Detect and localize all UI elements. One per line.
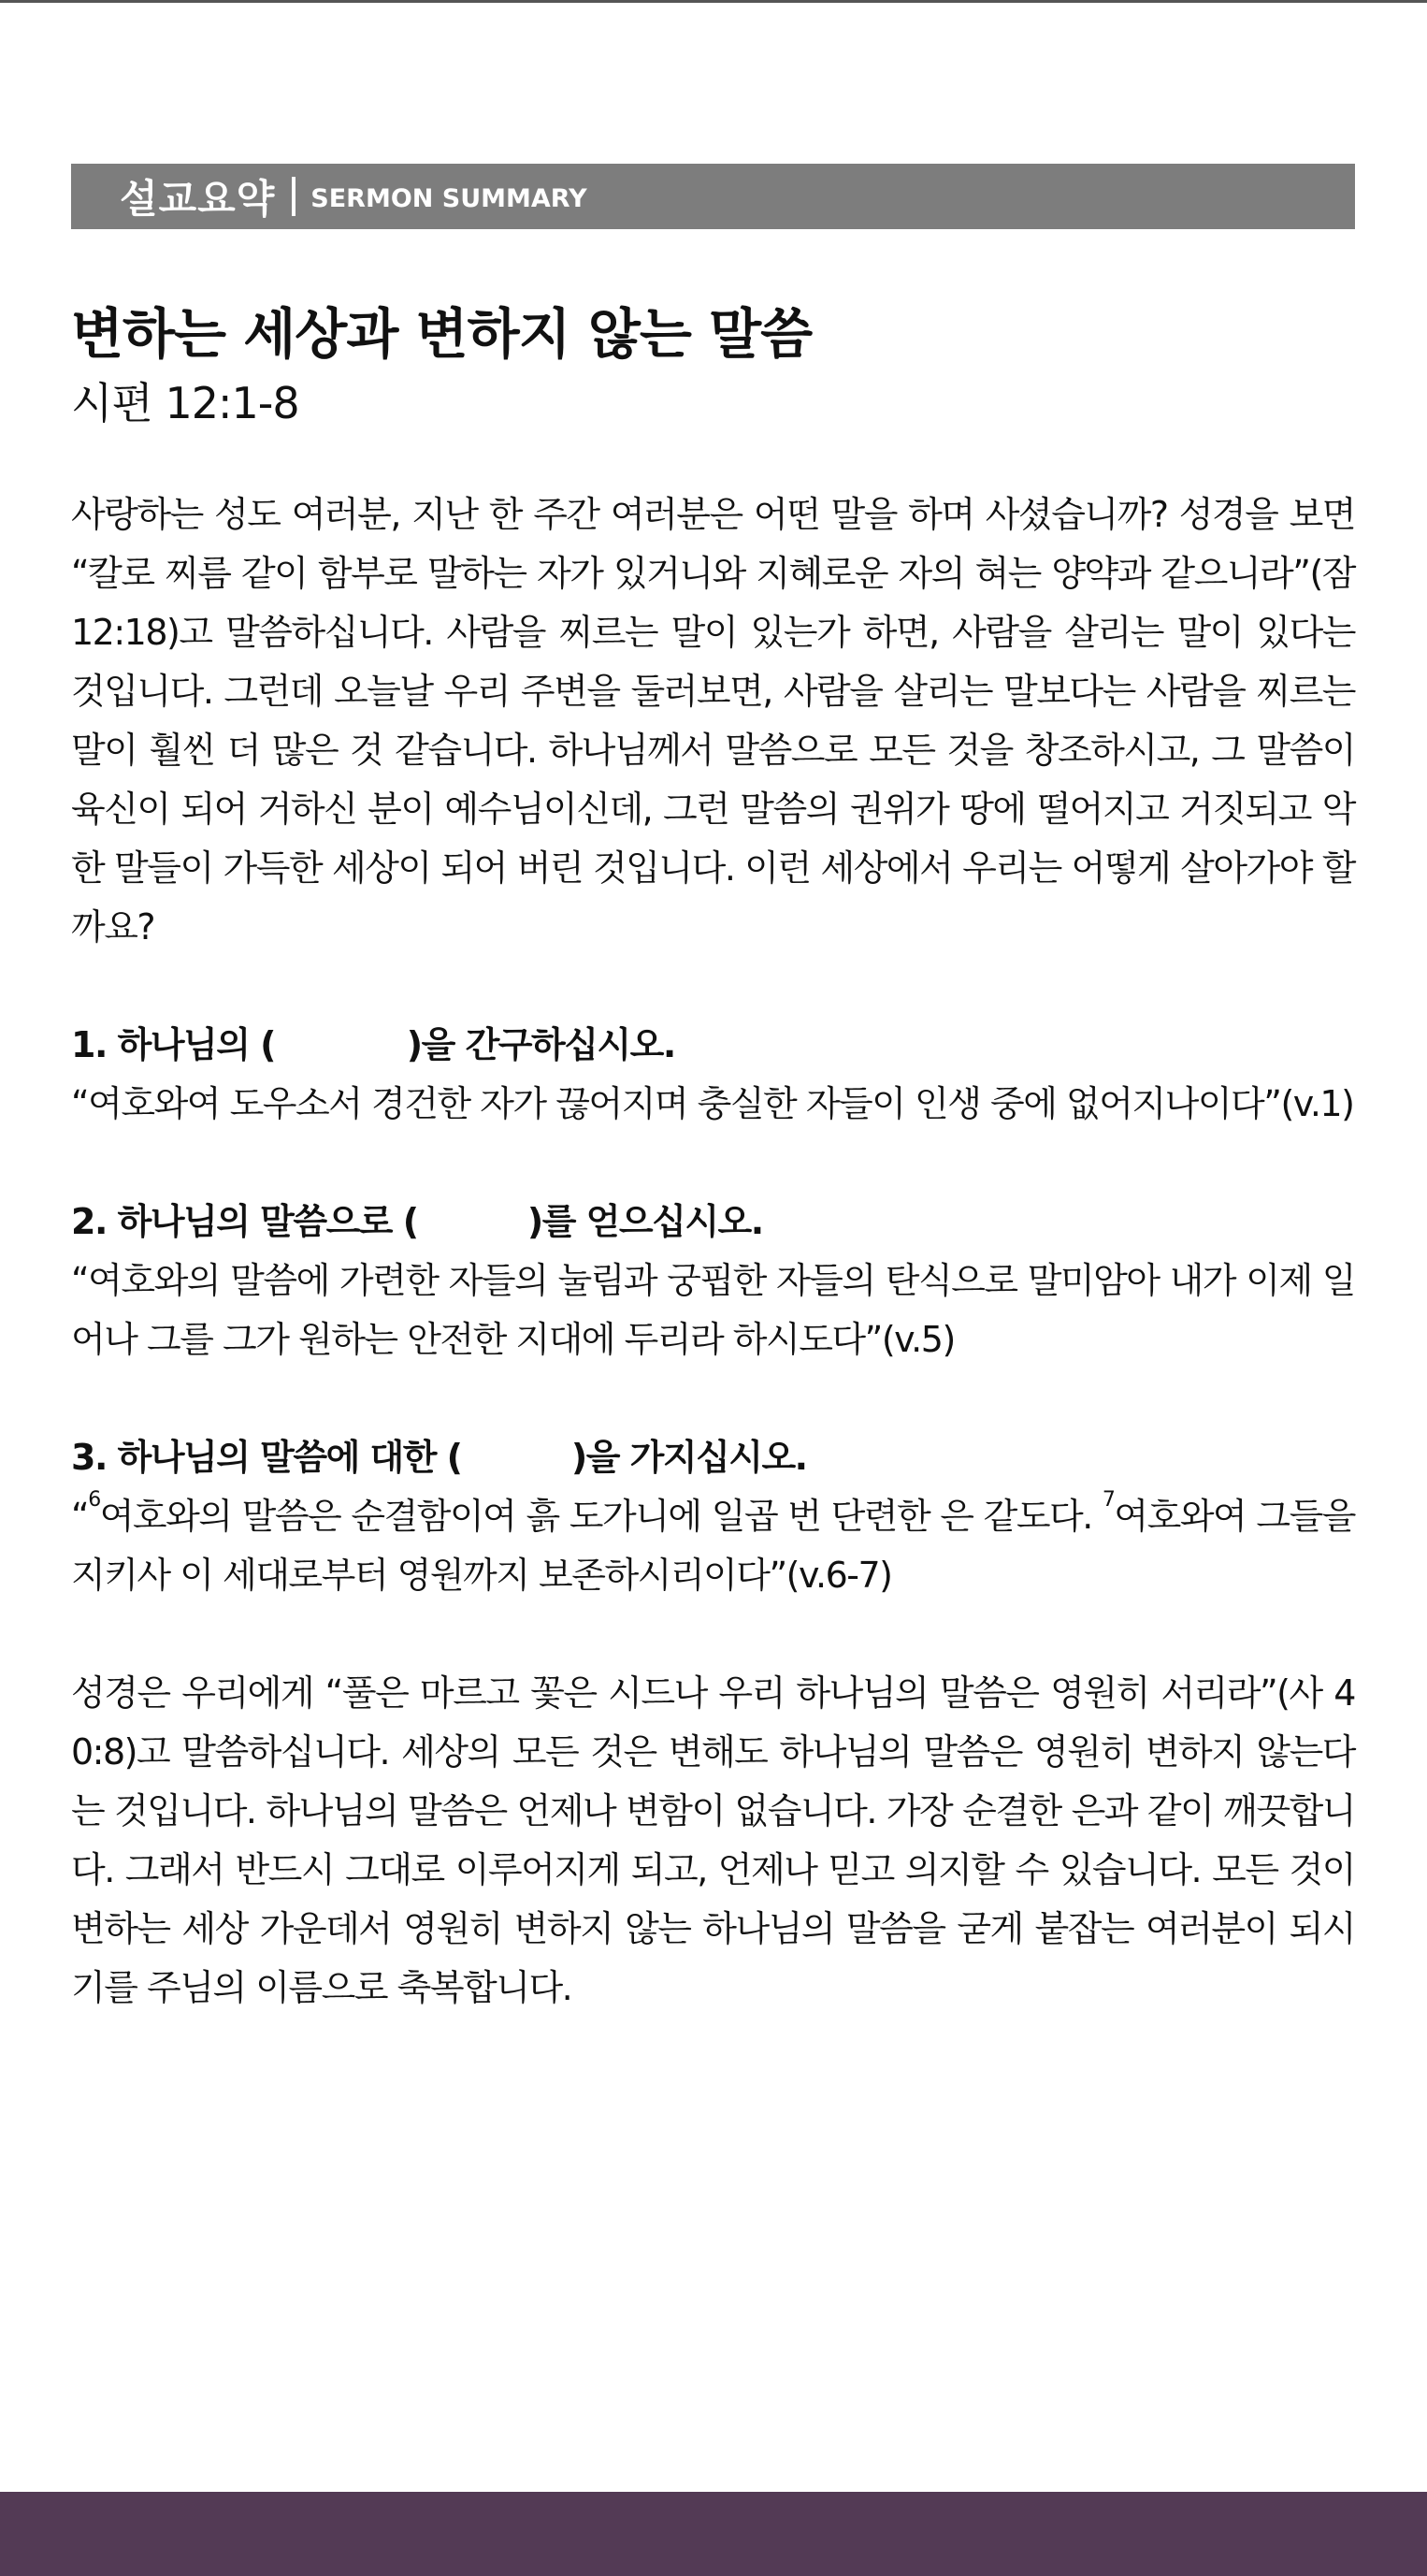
section-label-english: SERMON SUMMARY bbox=[310, 183, 587, 213]
point-3-verse bbox=[71, 1487, 1355, 1605]
verse-number-7: 7 bbox=[1102, 1488, 1115, 1512]
verse-6-text: 여호와의 말씀은 순결함이여 흙 도가니에 일곱 번 단련한 은 같도다. bbox=[99, 1496, 1103, 1537]
verse-open-quote: “ bbox=[71, 1496, 89, 1537]
point-3 bbox=[71, 1428, 1355, 1605]
point-2-verse: “여호와의 말씀에 가련한 자들의 눌림과 궁핍한 자들의 탄식으로 말미암아 내가 이제 일어나 그를 그가 원하는 안전한 지대에 두리라 하시도다”(v.5) bbox=[71, 1260, 1355, 1360]
header-divider bbox=[292, 177, 295, 216]
closing-paragraph: 성경은 우리에게 “풀은 마르고 꽃은 시드나 우리 하나님의 말씀은 영원히 서리라”(사 40:8)고 말씀하십니다. 세상의 모든 것은 변해도 하나님의 말씀은 영원히 변하지 않는다는 것입니다. 하나님의 말씀은 언제나 변함이 없습니다. 가장 순결한 은과 같이 깨끗합니다. 그래서 반드시 그대로 이루어지게 되고, 언제나 믿고 의지할 수 있습니다. 모든 것이 변하는 세상 가운데서 영원히 변하지 않는 하나님의 말씀을 굳게 붙잡는 여러분이 되시기를 주님의 이름으로 축복합니다. bbox=[71, 1672, 1355, 2008]
footer-band bbox=[0, 2492, 1427, 2576]
verse-7-text: 여호와여 그들을 지키사 이 세대로부터 영원까지 보존하시리이다”(v.6-7) bbox=[71, 1496, 1355, 1596]
scripture-reference: 시편 12:1-8 bbox=[71, 378, 299, 428]
point-2-heading: 2. 하나님의 말씀으로 ( )를 얻으십시오. bbox=[71, 1201, 763, 1242]
point-1-verse: “여호와여 도우소서 경건한 자가 끊어지며 충실한 자들이 인생 중에 없어지나이다”(v.1) bbox=[71, 1083, 1354, 1124]
point-3-heading: 3. 하나님의 말씀에 대한 ( )을 가지십시오. bbox=[71, 1437, 807, 1478]
sermon-content bbox=[71, 296, 1355, 2018]
top-rule bbox=[0, 0, 1427, 3]
point-1-heading: 1. 하나님의 ( )을 간구하십시오. bbox=[71, 1024, 675, 1065]
section-label-korean: 설교요약 bbox=[120, 176, 276, 222]
sermon-title: 변하는 세상과 변하지 않는 말씀 bbox=[71, 302, 813, 366]
verse-number-6: 6 bbox=[88, 1488, 100, 1512]
intro-paragraph: 사랑하는 성도 여러분, 지난 한 주간 여러분은 어떤 말을 하며 사셨습니까? 성경을 보면 “칼로 찌름 같이 함부로 말하는 자가 있거니와 지혜로운 자의 혀는 양약과 같으니라”(잠 12:18)고 말씀하십니다. 사람을 찌르는 말이 있는가 하면, 사람을 살리는 말이 있다는 것입니다. 그런데 오늘날 우리 주변을 둘러보면, 사람을 살리는 말보다는 사람을 찌르는 말이 훨씬 더 많은 것 같습니다. 하나님께서 말씀으로 모든 것을 창조하시고, 그 말씀이 육신이 되어 거하신 분이 예수님이신데, 그런 말씀의 권위가 땅에 떨어지고 거짓되고 악한 말들이 가득한 세상이 되어 버린 것입니다. 이런 세상에서 우리는 어떻게 살아가야 할까요? bbox=[71, 494, 1355, 948]
point-2 bbox=[71, 1193, 1355, 1369]
point-1 bbox=[71, 1016, 1355, 1134]
section-header-bar bbox=[71, 164, 1355, 229]
